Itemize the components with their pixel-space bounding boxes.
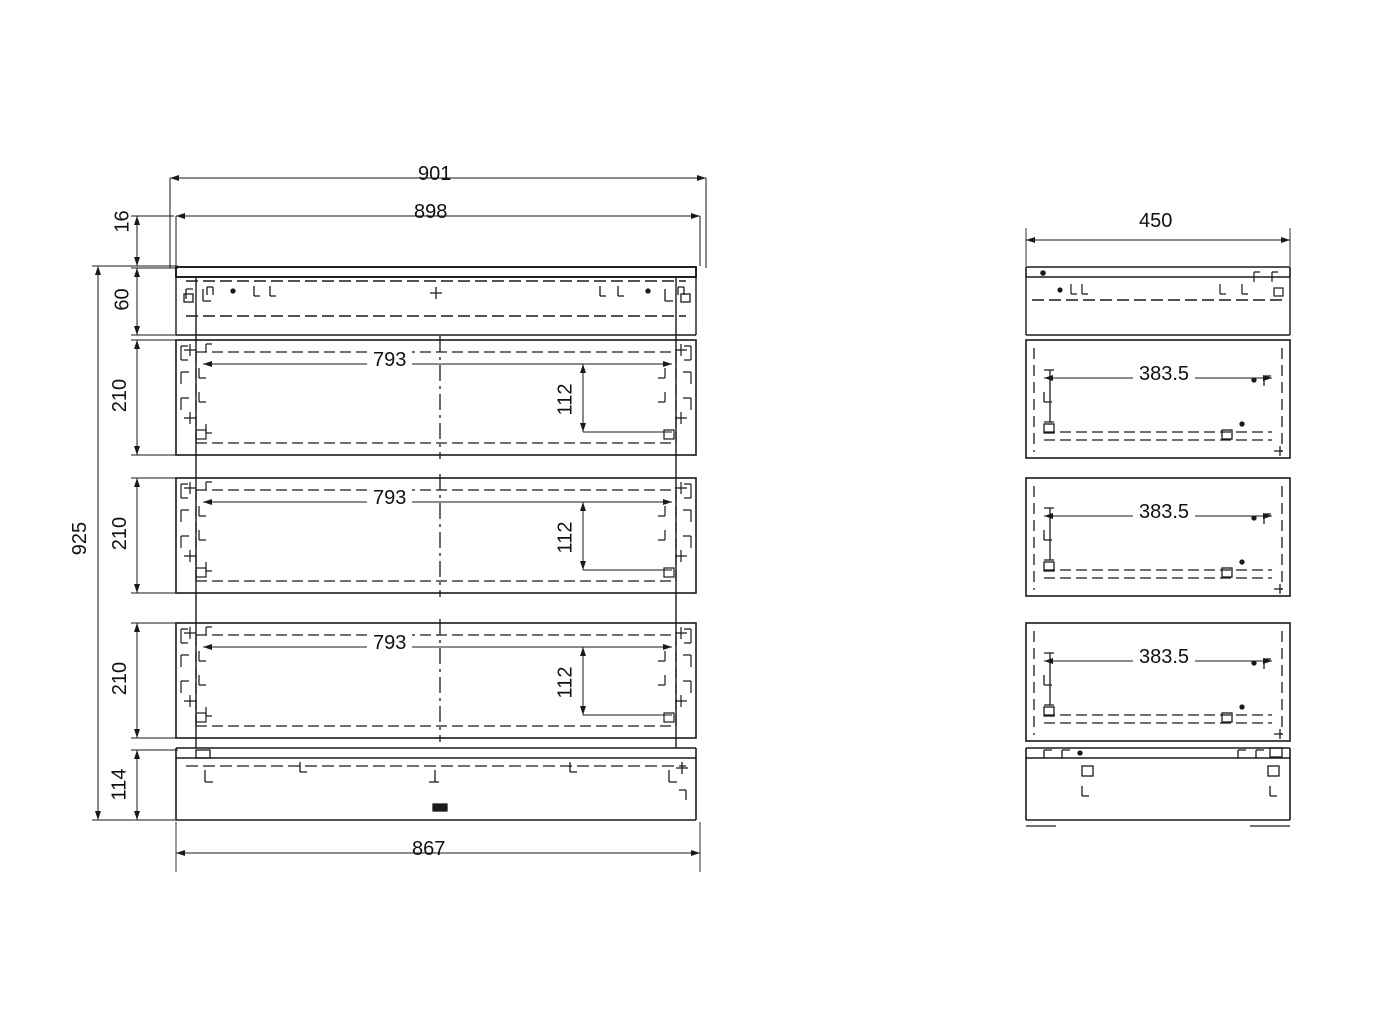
dim-3835-c-label: 383.5 [1133,646,1195,669]
dim-210-c-label: 210 [109,661,132,696]
dim-793-c-label: 793 [367,632,412,655]
dim-901-label: 901 [418,163,452,185]
dim-793-b-label: 793 [367,487,412,510]
front-view-group [176,267,696,820]
dim-3835-b-label: 383.5 [1133,501,1195,524]
dim-112-c-label: 112 [554,663,577,703]
dim-450-label: 450 [1139,210,1173,232]
dim-210-a-label: 210 [109,378,132,413]
dim-210-b-label: 210 [109,516,132,551]
dim-112-a-label: 112 [554,380,577,420]
dim-867-label: 867 [412,838,446,860]
dim-925-label: 925 [69,521,92,556]
dim-3835-a-label: 383.5 [1133,363,1195,386]
dim-898-label: 898 [414,201,448,223]
dim-60-label: 60 [111,288,134,311]
front-view-dimensions [92,178,706,872]
dim-16-label: 16 [111,210,134,233]
dim-114-label: 114 [108,768,131,801]
dim-793-a-label: 793 [367,349,412,372]
dim-112-b-label: 112 [554,518,577,558]
side-view-group [1026,267,1290,826]
